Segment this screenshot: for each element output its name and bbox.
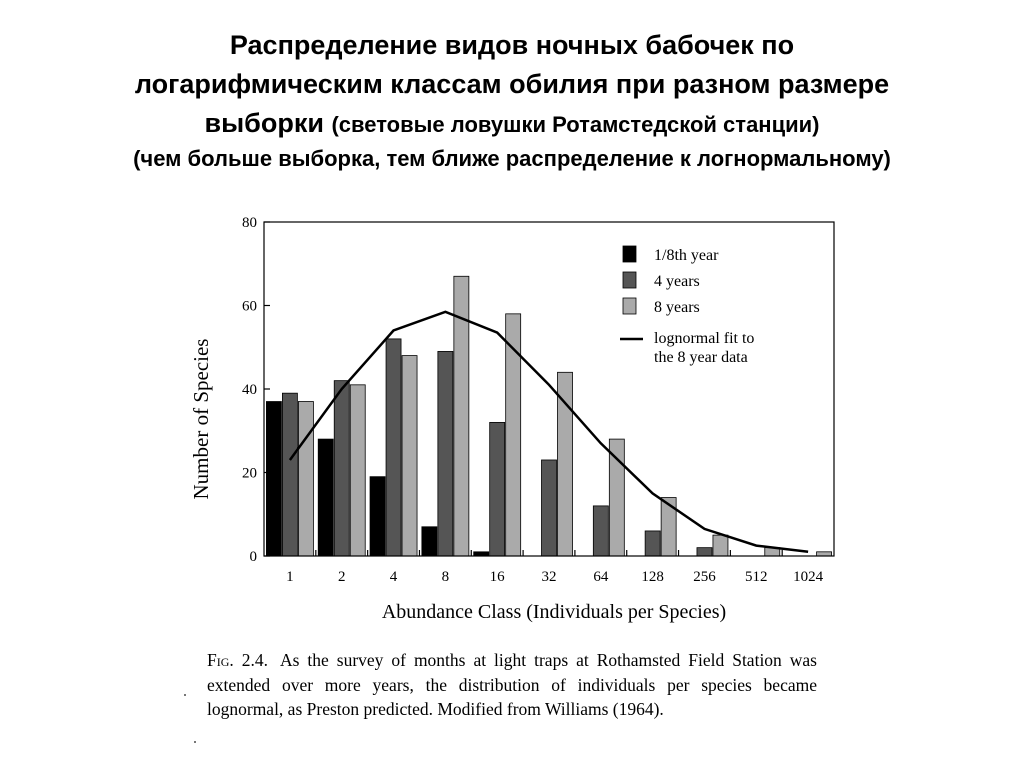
legend-label: 1/8th year [654, 247, 719, 264]
y-tick-label: 20 [242, 465, 257, 482]
x-tick-label: 4 [389, 569, 398, 585]
caption-text: As the survey of months at light traps at Rothamsted Field Station was extended over more years, the distribution of individuals per species became lognormal, as Preston predicted. Modified from Williams (1964). [207, 650, 817, 719]
bar-1-8th-year [266, 402, 281, 556]
stray-dot [184, 694, 186, 696]
bar-4-years [438, 351, 453, 556]
x-tick-label: 8 [441, 569, 450, 585]
bar-8-years [817, 552, 832, 556]
bar-1-8th-year [318, 439, 333, 556]
caption-label: Fig. 2.4. [207, 650, 268, 670]
x-tick-label: 2 [337, 569, 346, 585]
x-axis-label: Abundance Class (Individuals per Species) [381, 601, 727, 623]
x-tick-label: 32 [541, 569, 557, 585]
title-line-2: логарифмическим классам обилия при разном размере [134, 69, 890, 99]
x-tick-label: 16 [489, 569, 505, 585]
legend-label: 8 years [654, 299, 700, 316]
x-tick-label: 512 [745, 569, 768, 585]
y-tick-label: 60 [242, 298, 257, 315]
legend-swatch [623, 246, 636, 262]
bar-1-8th-year [422, 527, 437, 556]
x-tick-label: 256 [693, 569, 716, 585]
bar-1-8th-year [370, 477, 385, 556]
bar-4-years [334, 381, 349, 556]
bar-8-years [661, 498, 676, 556]
title-line-4: (чем больше выборка, тем ближе распределение к логнормальному) [133, 146, 891, 171]
title-line-3-main: выборки [204, 108, 324, 138]
bar-8-years [558, 372, 573, 556]
bar-4-years [697, 548, 712, 556]
x-tick-label: 64 [593, 569, 609, 585]
bars-group [266, 276, 831, 556]
x-tick-label: 1 [286, 569, 294, 585]
legend [620, 246, 754, 366]
bar-4-years [490, 422, 505, 556]
title-line-1: Распределение видов ночных бабочек по [229, 30, 795, 60]
legend-fit-label: lognormal fit to [654, 330, 755, 347]
stray-dot [194, 741, 196, 743]
y-axis-label: Number of Species [189, 338, 213, 500]
bar-4-years [386, 339, 401, 556]
figure-caption [207, 648, 817, 722]
legend-swatch [623, 272, 636, 288]
bar-4-years [593, 506, 608, 556]
bar-1-8th-year [474, 552, 489, 556]
bar-8-years [713, 535, 728, 556]
bar-4-years [645, 531, 660, 556]
legend-label: 4 years [654, 273, 700, 290]
y-tick-label: 80 [242, 215, 257, 231]
bar-8-years [298, 402, 313, 556]
legend-swatch [623, 298, 636, 314]
y-tick-label: 40 [242, 382, 257, 398]
x-tick-label: 1024 [793, 569, 824, 585]
bar-4-years [282, 393, 297, 556]
y-axis-ticks [242, 215, 270, 565]
bar-8-years [609, 439, 624, 556]
legend-fit-label: the 8 year data [654, 349, 748, 366]
bar-4-years [542, 460, 557, 556]
bar-8-years [350, 385, 365, 556]
x-tick-label: 128 [641, 569, 664, 585]
title-line-3-sub: (световые ловушки Ротамстедской станции) [331, 112, 820, 137]
y-tick-label: 0 [249, 549, 257, 565]
bar-8-years [402, 356, 417, 556]
